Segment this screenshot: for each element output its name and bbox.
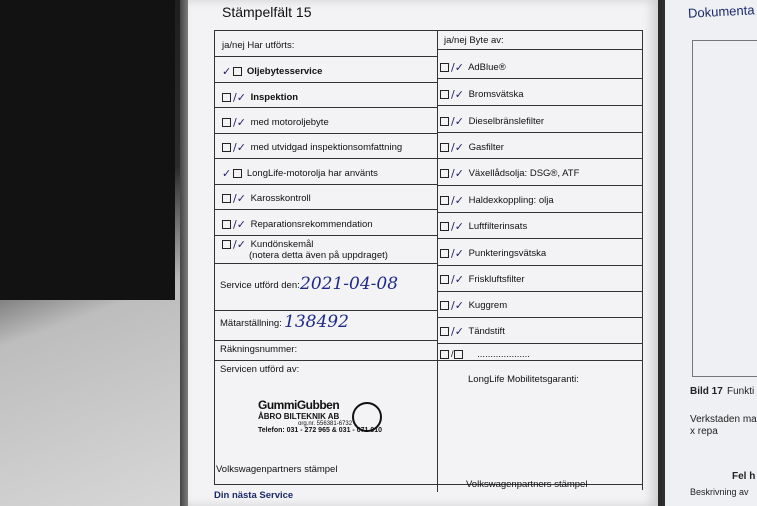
check-mark-icon: /✓	[233, 238, 246, 251]
checkbox[interactable]	[440, 196, 449, 205]
service-date-handwritten: 2021-04-08	[300, 274, 399, 294]
left-column-header: ja/nej Har utförts:	[222, 40, 295, 51]
row-line	[214, 235, 437, 236]
right-row-kuggrem	[440, 299, 507, 312]
right-row-friskluft	[440, 273, 525, 286]
stamp-left-label: Volkswagenpartners stämpel	[216, 464, 338, 475]
stamp-org: org.nr. 556381-6732	[298, 421, 353, 427]
checkbox[interactable]	[440, 301, 449, 310]
left-row-motoroljebyte	[222, 116, 329, 129]
check-mark-icon: /✓	[451, 220, 464, 233]
checkbox[interactable]	[440, 222, 449, 231]
row-label: Friskluftsfilter	[468, 274, 525, 286]
adjacent-page-title: Dokumenta	[687, 2, 755, 21]
form-right-border	[642, 30, 643, 490]
check-mark-icon: ✓	[222, 65, 232, 78]
stamp-logo-icon	[352, 402, 382, 432]
performed-by-label: Servicen utförd av:	[220, 364, 300, 375]
stamp-name: GummiGubben	[258, 398, 340, 412]
check-mark-icon: /✓	[451, 141, 464, 154]
row-label: Tändstift	[468, 326, 505, 338]
checkbox[interactable]	[454, 350, 463, 359]
right-row-extra: / ....................	[440, 349, 530, 360]
row-label: Kuggrem	[468, 300, 508, 312]
row-line	[214, 107, 437, 108]
stamp-subtitle: ÅBRO BILTEKNIK AB	[258, 412, 340, 421]
checkbox[interactable]	[440, 350, 449, 359]
right-row-punktering	[440, 247, 546, 260]
checkbox[interactable]	[233, 67, 242, 76]
row-line	[214, 184, 437, 185]
row-line	[214, 133, 437, 134]
row-label: Oljebytesservice	[246, 66, 323, 78]
left-row-kundonskemal-note: (notera detta även på uppdraget)	[249, 250, 388, 261]
row-line	[437, 132, 642, 133]
stamp-right-label: Volkswagenpartners stämpel	[466, 479, 588, 490]
row-line	[214, 209, 437, 210]
checkbox[interactable]	[440, 90, 449, 99]
car-illustration	[692, 40, 757, 377]
row-line	[437, 291, 642, 292]
row-label: Dieselbränslefilter	[468, 116, 545, 128]
row-line	[437, 317, 642, 318]
right-row-dieselfilter	[440, 115, 544, 128]
adjacent-line-2: x repa	[690, 426, 718, 437]
check-mark-icon: ✓	[222, 167, 232, 180]
row-label: Punkteringsvätska	[468, 248, 547, 260]
form-column-divider	[437, 30, 438, 492]
row-line	[214, 360, 642, 361]
check-mark-icon: /✓	[451, 88, 464, 101]
row-label: LongLife-motorolja har använts	[246, 168, 378, 180]
row-label: Bromsvätska	[468, 89, 524, 101]
check-mark-icon: /✓	[451, 325, 464, 338]
checkbox[interactable]	[440, 275, 449, 284]
checkbox[interactable]	[222, 93, 231, 102]
check-mark-icon: /✓	[451, 299, 464, 312]
check-mark-icon: /✓	[233, 192, 246, 205]
checkbox[interactable]	[222, 118, 231, 127]
left-row-utvidgad	[222, 141, 402, 154]
page-title: Stämpelfält 15	[222, 4, 312, 20]
check-mark-icon: /✓	[451, 273, 464, 286]
figure-caption: Funkti	[727, 386, 755, 397]
row-label: Kundönskemål	[250, 239, 314, 251]
checkbox[interactable]	[222, 240, 231, 249]
checkbox[interactable]	[233, 169, 242, 178]
row-line	[214, 340, 437, 341]
row-line	[437, 158, 642, 159]
background-dark-area	[0, 0, 175, 300]
adjacent-line-4: Beskrivning av	[690, 487, 749, 497]
right-row-tandstift	[440, 325, 505, 338]
invoice-label: Räkningsnummer:	[220, 344, 298, 355]
left-row-oljebytesservice	[222, 65, 322, 78]
row-label: med motoroljebyte	[250, 117, 329, 129]
adjacent-line-1: Verkstaden ma	[690, 414, 757, 425]
row-line	[214, 56, 437, 57]
row-label: Inspektion	[250, 92, 299, 104]
row-label: Haldexkoppling: olja	[468, 195, 554, 207]
checkbox[interactable]	[222, 194, 231, 203]
check-mark-icon: /✓	[451, 194, 464, 207]
checkbox[interactable]	[440, 169, 449, 178]
right-row-luftfilter	[440, 220, 527, 233]
row-line	[214, 310, 437, 311]
row-line	[437, 265, 642, 266]
row-line	[437, 105, 642, 106]
right-row-bromsvatska	[440, 88, 523, 101]
check-mark-icon: /✓	[233, 116, 246, 129]
checkbox[interactable]	[222, 143, 231, 152]
row-label: ....................	[477, 349, 530, 360]
right-row-haldex	[440, 194, 554, 207]
left-row-karosskontroll	[222, 192, 311, 205]
row-line	[437, 238, 642, 239]
row-line	[214, 82, 437, 83]
row-label: med utvidgad inspektionsomfattning	[250, 142, 403, 154]
check-mark-icon: /✓	[451, 167, 464, 180]
row-line	[437, 49, 642, 50]
check-mark-icon: /✓	[451, 61, 464, 74]
service-date-label: Service utförd den:	[220, 280, 300, 291]
checkbox[interactable]	[440, 327, 449, 336]
left-row-reparation	[222, 218, 373, 231]
check-mark-icon: /✓	[233, 141, 246, 154]
left-row-inspektion	[222, 91, 298, 104]
right-row-gasfilter	[440, 141, 504, 154]
longlife-label: LongLife Mobilitetsgaranti:	[468, 374, 579, 385]
figure-label: Bild 17	[690, 386, 723, 397]
row-label: AdBlue®	[468, 62, 506, 74]
row-line	[437, 78, 642, 79]
check-mark-icon: /✓	[233, 218, 246, 231]
form-top-border	[214, 30, 642, 31]
row-line	[214, 158, 437, 159]
checkbox[interactable]	[440, 249, 449, 258]
row-label: Luftfilterinsats	[468, 221, 528, 233]
row-line	[437, 212, 642, 213]
row-label: Växellådsolja: DSG®, ATF	[468, 168, 580, 180]
check-mark-icon: /✓	[451, 247, 464, 260]
checkbox[interactable]	[222, 220, 231, 229]
right-row-vaxellada	[440, 167, 579, 180]
odometer-label: Mätarställning:	[220, 318, 282, 329]
row-label: Gasfilter	[468, 142, 504, 154]
checkbox[interactable]	[440, 143, 449, 152]
left-row-longlife	[222, 167, 378, 180]
check-mark-icon: /✓	[233, 91, 246, 104]
row-line	[437, 343, 642, 344]
row-line	[214, 263, 437, 264]
stamp-phone: Telefon: 031 - 272 965 & 031 - 071 910	[258, 427, 382, 434]
checkbox[interactable]	[440, 117, 449, 126]
row-label: Karosskontroll	[250, 193, 311, 205]
form-left-border	[214, 30, 215, 485]
adjacent-line-3: Fel h	[732, 471, 756, 482]
row-line	[437, 185, 642, 186]
check-mark-icon: /✓	[451, 115, 464, 128]
row-label: Reparationsrekommendation	[250, 219, 373, 231]
right-row-adblue	[440, 61, 506, 74]
checkbox[interactable]	[440, 63, 449, 72]
next-service-label: Din nästa Service	[214, 490, 294, 501]
right-column-header: ja/nej Byte av:	[444, 35, 504, 46]
odometer-handwritten: 138492	[284, 312, 349, 332]
